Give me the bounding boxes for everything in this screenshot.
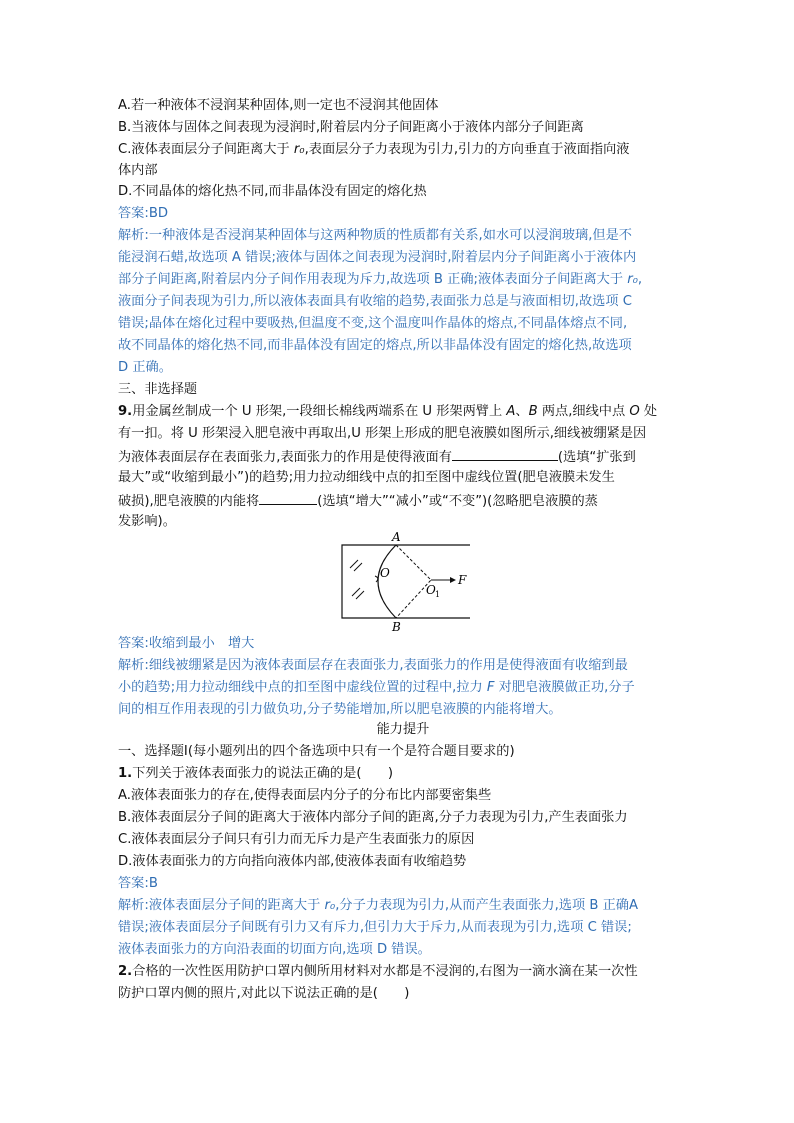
label-o1: O	[426, 583, 436, 597]
q9-analysis-2: 小的趋势;用力拉动细线中点的扣至图中虚线位置的过程中,拉力 F 对肥皂液膜做正功,分子	[118, 680, 635, 695]
q9-line-2: 有一扣。将 U 形架浸入肥皂液中再取出,U 形架上形成的肥皂液膜如图所示,细线被绷紧是因	[118, 426, 647, 441]
knot-mark	[375, 576, 378, 582]
thread-dashed	[396, 545, 431, 618]
label-f: F	[458, 573, 467, 587]
q8-analysis-3: 部分子间距离,附着层内分子间作用表现为斥力,故选项 B 正确;液体表面分子间距离大于 r₀,	[118, 272, 643, 287]
q9-analysis-1: 解析:细线被绷紧是因为液体表面层存在表面张力,表面张力的作用是使得液面有收缩到最	[118, 658, 628, 673]
section-title-nonchoice: 三、非选择题	[118, 382, 198, 397]
u-frame-figure	[330, 530, 480, 635]
section-choice-title: 一、选择题Ⅰ(每小题列出的四个备选项中只有一个是符合题目要求的)	[118, 744, 515, 759]
p1-answer: 答案:B	[118, 876, 158, 891]
p2-line-2: 防护口罩内侧的照片,对此以下说法正确的是( )	[118, 986, 410, 1001]
hatch-mark	[350, 560, 358, 568]
q9-analysis-3: 间的相互作用表现的引力做负功,分子势能增加,所以肥皂液膜的内能将增大。	[118, 702, 562, 717]
p1-option-c: C.液体表面层分子间只有引力而无斥力是产生表面张力的原因	[118, 832, 475, 847]
q8-analysis-2: 能浸润石蜡,故选项 A 错误;液体与固体之间表现为浸润时,附着层内分子间距离小于液体内	[118, 250, 637, 265]
q8-option-c: C.液体表面层分子间距离大于 r₀,表面层分子力表现为引力,引力的方向垂直于液面指向液	[118, 142, 630, 157]
force-arrowhead	[450, 577, 456, 583]
hatch-mark	[354, 563, 362, 571]
q9-blank-2[interactable]	[259, 490, 317, 505]
label-o1-subscript: 1	[435, 590, 441, 599]
q9-line-5: 破损),肥皂液膜的内能将 (选填“增大”“减小”或“不变”)(忽略肥皂液膜的蒸	[118, 490, 688, 512]
q8-analysis-7: D 正确。	[118, 360, 172, 375]
q8-analysis-1: 解析:一种液体是否浸润某种固体与这两种物质的性质都有关系,如水可以浸润玻璃,但是不	[118, 228, 632, 243]
thread-arc	[378, 545, 396, 618]
q8-analysis-5: 错误;晶体在熔化过程中要吸热,但温度不变,这个温度叫作晶体的熔点,不同晶体熔点不同,	[118, 316, 628, 331]
q9-line-1: 9.用金属丝制成一个 U 形架,一段细长棉线两端系在 U 形架两臂上 A、B 两点,细线中点 O 处	[118, 404, 658, 419]
hatch-mark	[352, 588, 360, 596]
q9-line-3: 为液体表面层存在表面张力,表面张力的作用是使得液面有 (选填“扩张到	[118, 446, 688, 468]
q8-option-a: A.若一种液体不浸润某种固体,则一定也不浸润其他固体	[118, 98, 439, 113]
q8-option-b: B.当液体与固体之间表现为浸润时,附着层内分子间距离小于液体内部分子间距离	[118, 120, 584, 135]
p1-option-a: A.液体表面张力的存在,使得表面层内分子的分布比内部要密集些	[118, 788, 492, 803]
p1-analysis-2: 错误;液体表面层分子间既有引力又有斥力,但引力大于斥力,从而表现为引力,选项 C 错误;	[118, 920, 632, 935]
p2-line-1: 2.合格的一次性医用防护口罩内侧所用材料对水都是不浸润的,右图为一滴水滴在某一次性	[118, 964, 638, 979]
q9-blank-1[interactable]	[452, 446, 558, 461]
p1-analysis-1: 解析:液体表面层分子间的距离大于 r₀,分子力表现为引力,从而产生表面张力,选项 B 正确A	[118, 898, 638, 913]
q8-option-c-cont: 体内部	[118, 163, 158, 178]
hatch-mark	[356, 591, 364, 599]
section-ability-title: 能力提升	[376, 722, 430, 737]
label-a: A	[392, 530, 401, 544]
q8-answer: 答案:BD	[118, 206, 169, 221]
q8-analysis-6: 故不同晶体的熔化热不同,而非晶体没有固定的熔点,所以非晶体没有固定的熔化热,故选项	[118, 338, 632, 353]
q9-line-4: 最大”或“收缩到最小”)的趋势;用力拉动细线中点的扣至图中虚线位置(肥皂液膜未发生	[118, 470, 615, 485]
q8-option-d: D.不同晶体的熔化热不同,而非晶体没有固定的熔化热	[118, 184, 427, 199]
label-b: B	[392, 620, 401, 634]
p1-option-d: D.液体表面张力的方向指向液体内部,使液体表面有收缩趋势	[118, 854, 467, 869]
p1-option-b: B.液体表面层分子间的距离大于液体内部分子间的距离,分子力表现为引力,产生表面张力	[118, 810, 628, 825]
q9-answer: 答案:收缩到最小 增大	[118, 636, 255, 651]
p1-stem: 1.下列关于液体表面张力的说法正确的是( )	[118, 766, 394, 781]
q8-analysis-4: 液面分子间表现为引力,所以液体表面具有收缩的趋势,表面张力总是与液面相切,故选项 C	[118, 294, 632, 309]
p1-analysis-3: 液体表面张力的方向沿表面的切面方向,选项 D 错误。	[118, 942, 431, 957]
q9-line-6: 发影响)。	[118, 514, 176, 529]
label-o: O	[380, 566, 390, 580]
